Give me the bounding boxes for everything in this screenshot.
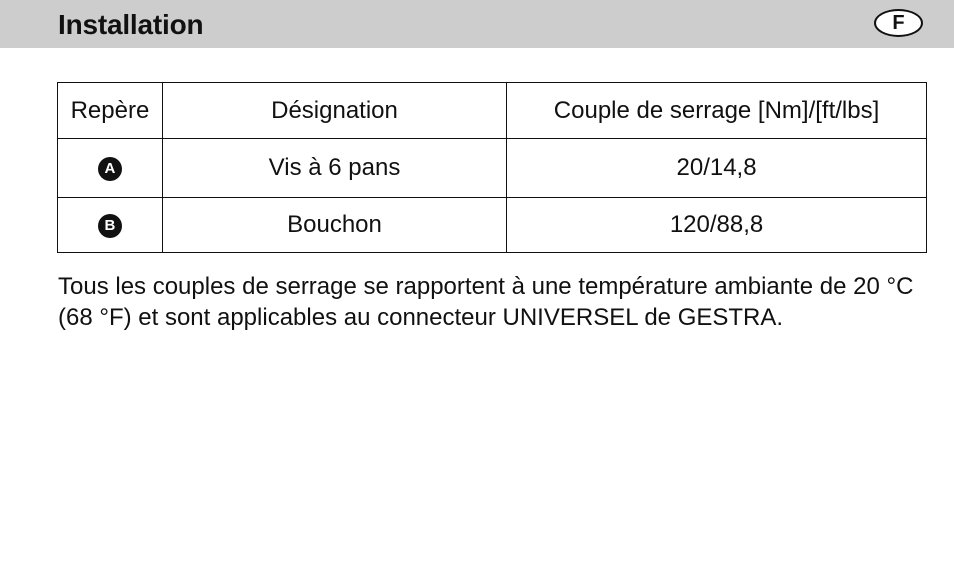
section-header-bar [0,0,954,48]
column-header-torque: Couple de serrage [Nm]/[ft/lbs] [507,83,927,139]
torque-table [57,82,927,253]
column-header-ref: Repère [58,83,163,139]
table-cell-torque: 120/88,8 [507,198,927,253]
marker-b-icon: B [98,214,122,238]
table-cell-ref [58,198,163,253]
table-cell-ref [58,139,163,198]
table-row [58,139,927,198]
column-header-designation: Désignation [162,83,506,139]
table-cell-torque: 20/14,8 [507,139,927,198]
section-title: Installation [58,9,204,40]
table-header-row [58,83,927,139]
table-cell-designation: Bouchon [162,198,506,253]
table-row [58,198,927,253]
marker-a-icon: A [98,157,122,181]
language-badge: F [874,9,923,37]
torque-note-paragraph: Tous les couples de serrage se rapportent à une température ambiante de 20 °C (68 °F) et sont applicables au connecteur UNIVERSEL de GESTRA. [58,273,914,331]
table-cell-designation: Vis à 6 pans [162,139,506,198]
